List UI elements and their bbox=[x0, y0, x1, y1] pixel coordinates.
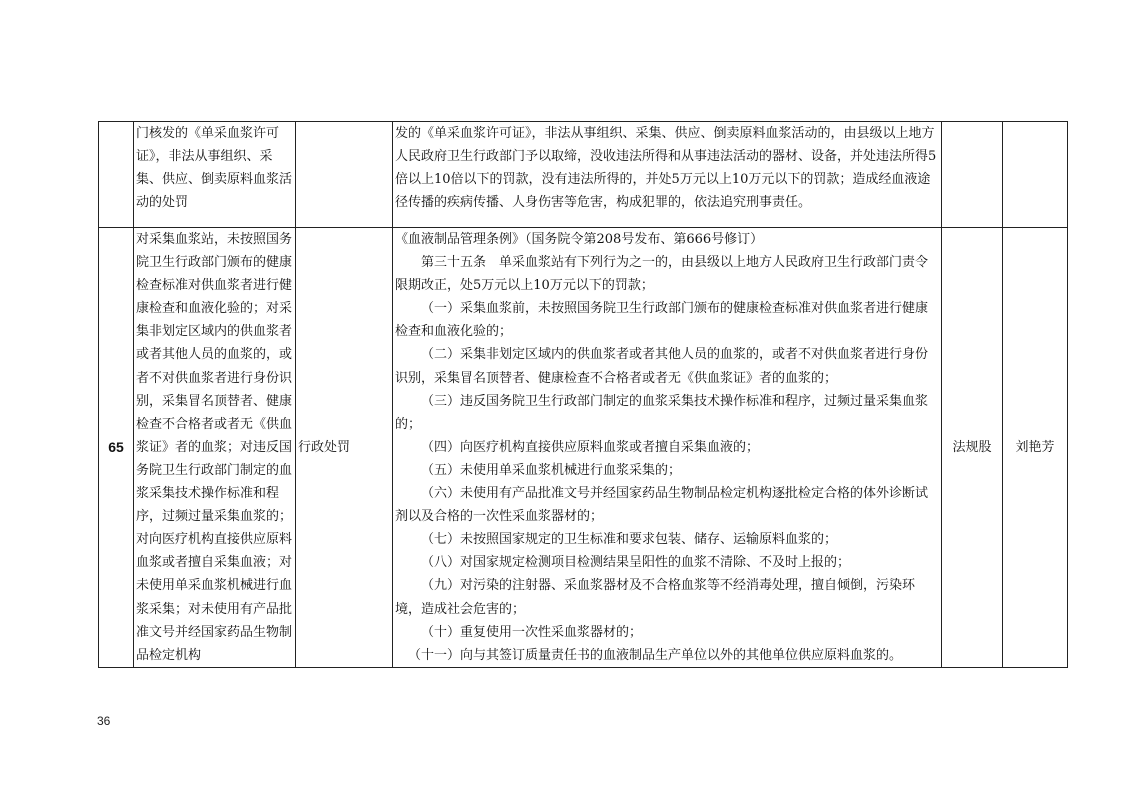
legal-basis-line: 发的《单采血浆许可证》，非法从事组织、采集、供应、倒卖原料血浆活动的，由县级以上地方人民政府卫生行政部门予以取缔，没收违法所得和从事违法活动的器材、设备，并处违法所得5倍以上10倍以下的罚款，没有违法所得的，并处5万元以上10万元以下的罚款；造成经血液途径传播的疾病传播、人身伤害等危害，构成犯罪的，依法追究刑事责任。 bbox=[395, 126, 937, 211]
item-type-cell: 行政处罚 bbox=[296, 228, 393, 668]
enforcement-table bbox=[98, 121, 1068, 668]
legal-basis-cell bbox=[393, 122, 942, 228]
row-number-cell bbox=[99, 122, 134, 228]
person-cell bbox=[1003, 122, 1068, 228]
page-number: 36 bbox=[97, 714, 111, 728]
department-cell: 法规股 bbox=[942, 228, 1003, 668]
legal-basis-clause: （十）重复使用一次性采血浆器材的； bbox=[421, 624, 643, 640]
legal-basis-clause: （五）未使用单采血浆机械进行血浆采集的； bbox=[421, 462, 682, 478]
table-row bbox=[99, 122, 1068, 228]
legal-basis-clause: （二）采集非划定区域内的供血浆者或者其他人员的血浆的，或者不对供血浆者进行身份识别，采集冒名顶替者、健康检查不合格者或者无《供血浆证》者的血浆的； bbox=[395, 347, 929, 386]
legal-basis-clause: （七）未按照国家规定的卫生标准和要求包装、储存、运输原料血浆的； bbox=[421, 532, 838, 548]
legal-basis-clause: （十一）向与其签订质量责任书的血液制品生产单位以外的其他单位供应原料血浆的。 bbox=[408, 647, 903, 663]
legal-basis-clause: （八）对国家规定检测项目检测结果呈阳性的血浆不清除、不及时上报的； bbox=[421, 555, 851, 571]
department-cell bbox=[942, 122, 1003, 228]
legal-basis-clause: （四）向医疗机构直接供应原料血浆或者擅自采集血液的； bbox=[421, 439, 760, 455]
item-type-cell bbox=[296, 122, 393, 228]
person-cell: 刘艳芳 bbox=[1003, 228, 1068, 668]
item-name-cell: 门核发的《单采血浆许可证》，非法从事组织、采集、供应、倒卖原料血浆活动的处罚 bbox=[134, 122, 296, 228]
legal-basis-clause: （一）采集血浆前，未按照国务院卫生行政部门颁布的健康检查标准对供血浆者进行健康检查和血液化验的； bbox=[395, 301, 929, 340]
legal-basis-clause: （三）违反国务院卫生行政部门制定的血浆采集技术操作标准和程序，过频过量采集血浆的； bbox=[395, 393, 929, 432]
legal-basis-clause: （九）对污染的注射器、采血浆器材及不合格血浆等不经消毒处理，擅自倾倒，污染环境，造成社会危害的； bbox=[395, 578, 916, 617]
legal-basis-title: 《血液制品管理条例》（国务院令第208号发布、第666号修订） bbox=[395, 232, 764, 247]
legal-basis-article: 第三十五条 单采血浆站有下列行为之一的，由县级以上地方人民政府卫生行政部门责令限期改正，处5万元以上10万元以下的罚款； bbox=[395, 255, 929, 294]
legal-basis-cell bbox=[393, 228, 942, 668]
table-row bbox=[99, 228, 1068, 668]
item-name-cell: 对采集血浆站，未按照国务院卫生行政部门颁布的健康检查标准对供血浆者进行健康检查和血液化验的；对采集非划定区域内的供血浆者或者其他人员的血浆的，或者不对供血浆者进行身份识别，采集冒名顶替者、健康检查不合格者或者无《供血浆证》者的血浆；对违反国务院卫生行政部门制定的血浆采集技术操作标准和程序，过频过量采集血浆的；对向医疗机构直接供应原料血浆或者擅自采集血液；对未使用单采血浆机械进行血浆采集；对未使用有产品批准文号并经国家药品生物制品检定机构 bbox=[134, 228, 296, 668]
row-number-cell: 65 bbox=[99, 228, 134, 668]
legal-basis-clause: （六）未使用有产品批准文号并经国家药品生物制品检定机构逐批检定合格的体外诊断试剂以及合格的一次性采血浆器材的； bbox=[395, 486, 929, 525]
